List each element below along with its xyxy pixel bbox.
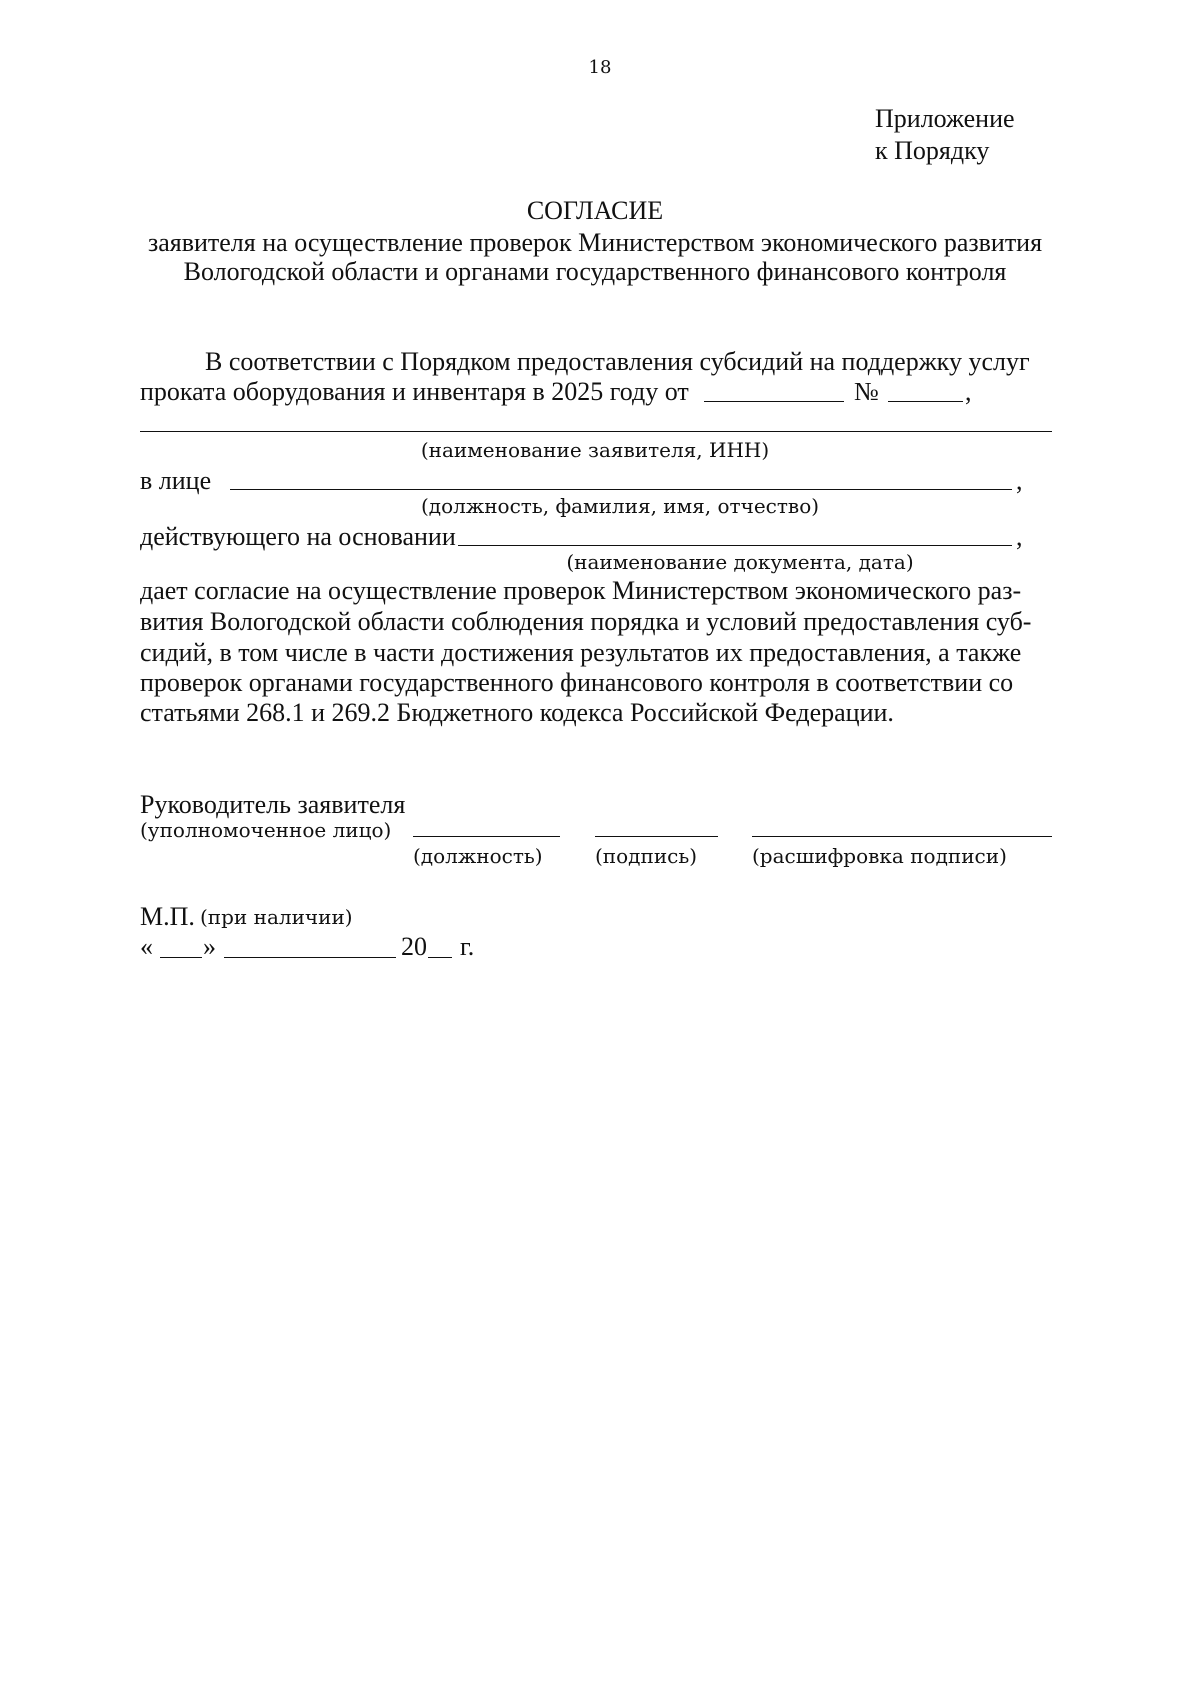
decoding-caption: (расшифровка подписи) <box>752 844 1007 868</box>
title-line-1: заявителя на осуществление проверок Министерством экономического развития <box>147 228 1043 257</box>
signature-blank[interactable] <box>595 836 718 837</box>
head-label: Руководитель заявителя <box>140 790 406 819</box>
basis-comma: , <box>1016 522 1023 551</box>
day-blank[interactable] <box>160 957 202 958</box>
month-blank[interactable] <box>224 957 396 958</box>
intro-line-2: проката оборудования и инвентаря в 2025 году от <box>140 377 689 406</box>
quote-open: « <box>140 932 153 961</box>
appendix-line-2: к Порядку <box>875 136 990 165</box>
intro-comma: , <box>965 377 972 406</box>
authorized-label: (уполномоченное лицо) <box>140 818 392 842</box>
number-blank[interactable] <box>888 401 963 402</box>
in-person-caption: (должность, фамилия, имя, отчество) <box>420 494 820 518</box>
year-prefix: 20 <box>401 932 427 961</box>
appendix-line-1: Приложение <box>875 104 1015 133</box>
body-line-3: сидий, в том числе в части достижения результатов их предоставления, а также <box>140 638 1022 667</box>
decoding-blank[interactable] <box>752 836 1052 837</box>
title-line-2: Вологодской области и органами государственного финансового контроля <box>183 257 1007 286</box>
body-line-1: дает согласие на осуществление проверок Министерством экономического раз- <box>140 576 1022 605</box>
quote-close: » <box>203 932 216 961</box>
in-person-label: в лице <box>140 466 212 495</box>
year-blank[interactable] <box>428 957 452 958</box>
number-sign: № <box>854 377 879 406</box>
position-caption: (должность) <box>413 844 543 868</box>
intro-line-1: В соответствии с Порядком предоставления субсидий на поддержку услуг <box>205 347 1030 376</box>
applicant-blank[interactable] <box>140 431 1052 432</box>
mp-note: (при наличии) <box>200 905 353 929</box>
body-line-2: вития Вологодской области соблюдения порядка и условий предоставления суб- <box>140 607 1032 636</box>
document-title: СОГЛАСИЕ <box>526 196 664 225</box>
basis-caption: (наименование документа, дата) <box>566 550 914 574</box>
in-person-comma: , <box>1016 466 1023 495</box>
basis-label: действующего на основании <box>140 522 456 551</box>
date-blank[interactable] <box>704 401 844 402</box>
year-suffix: г. <box>460 932 475 961</box>
position-blank[interactable] <box>413 836 560 837</box>
body-line-5: статьями 268.1 и 269.2 Бюджетного кодекса Российской Федерации. <box>140 698 894 727</box>
page-number: 18 <box>588 57 612 78</box>
signature-caption: (подпись) <box>595 844 698 868</box>
mp-label: М.П. <box>140 902 195 931</box>
applicant-caption: (наименование заявителя, ИНН) <box>420 438 770 462</box>
body-line-4: проверок органами государственного финансового контроля в соответствии со <box>140 668 1014 697</box>
in-person-blank[interactable] <box>230 489 1012 490</box>
basis-blank[interactable] <box>458 545 1012 546</box>
